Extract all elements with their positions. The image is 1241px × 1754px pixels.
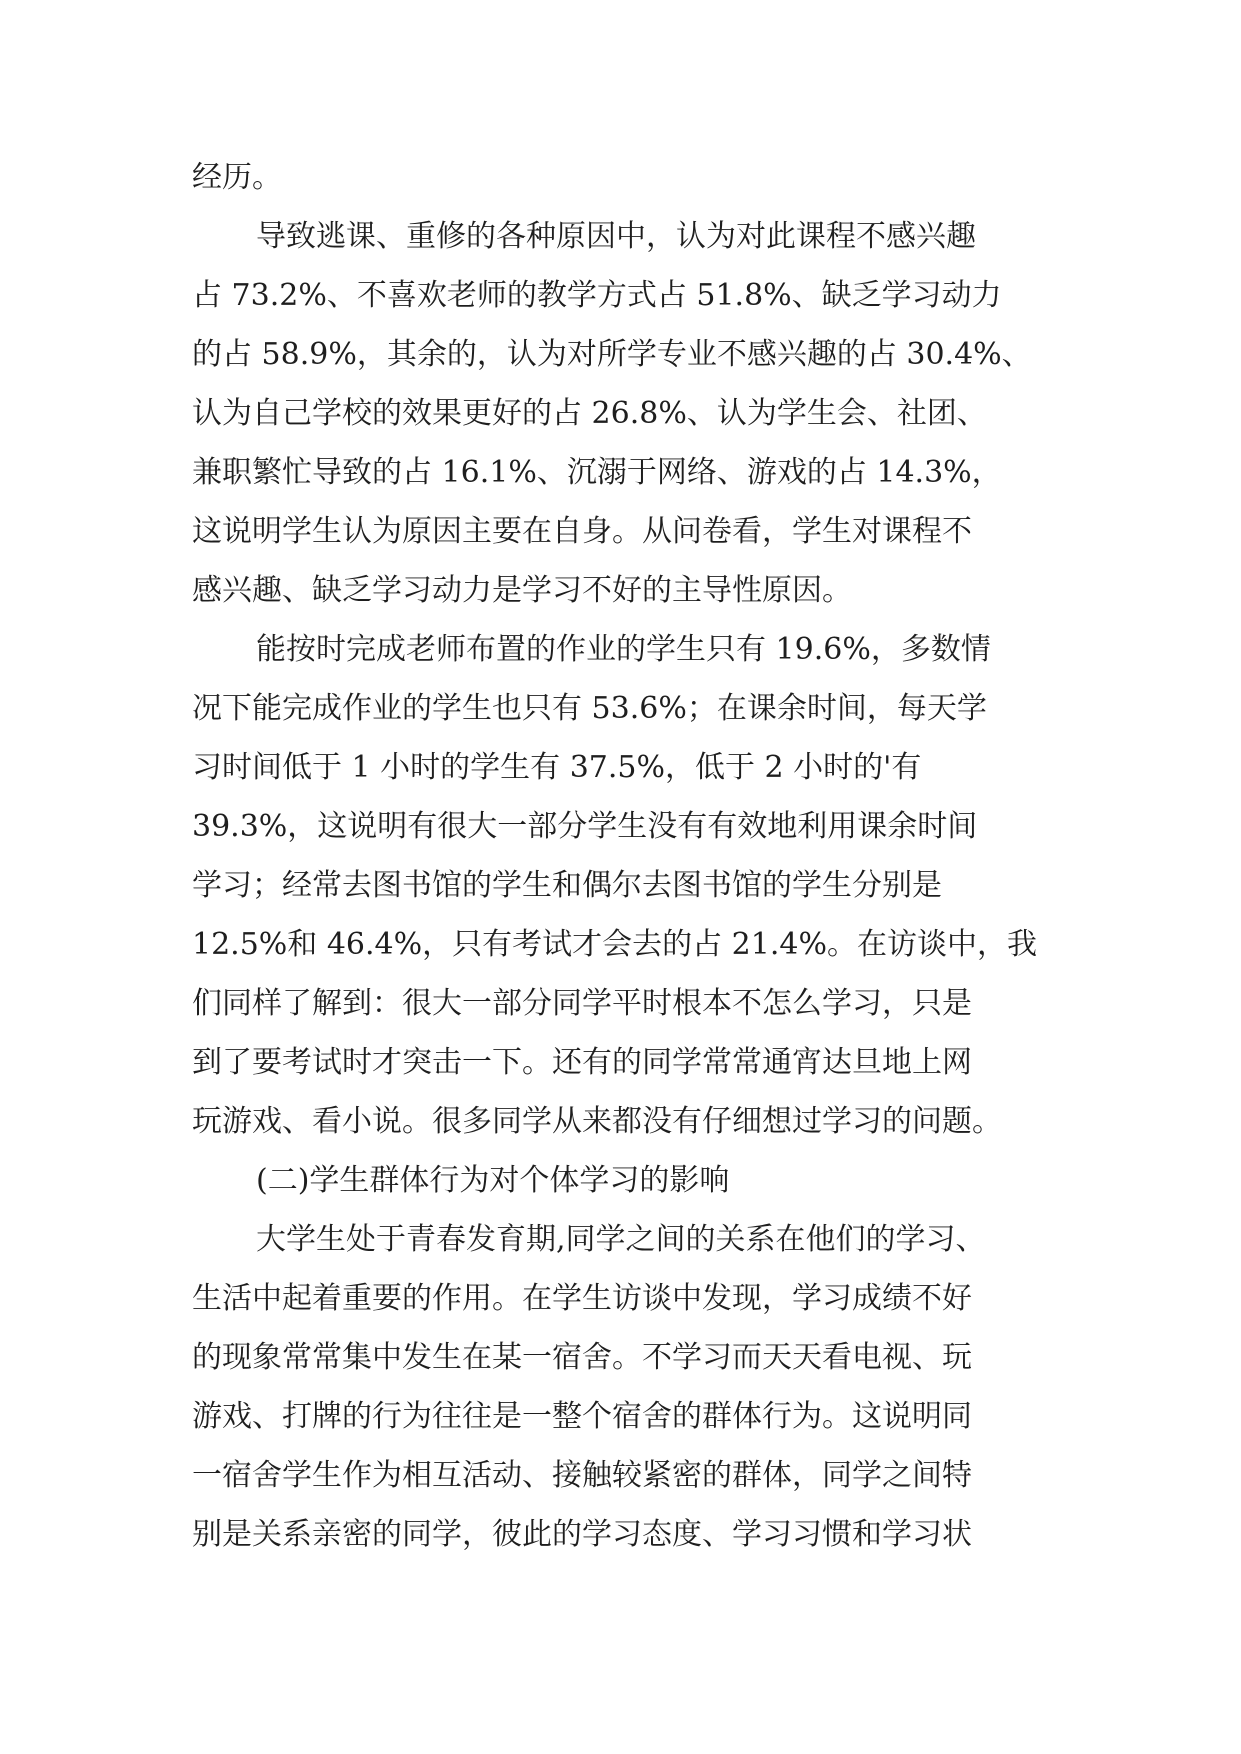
text-line: 认为自己学校的效果更好的占 26.8%、认为学生会、社团、: [192, 396, 987, 431]
text-line: 别是关系亲密的同学，彼此的学习态度、学习习惯和学习状: [192, 1517, 972, 1552]
text-line: 习时间低于 1 小时的学生有 37.5%，低于 2 小时的'有: [192, 750, 922, 785]
text-line: 的占 58.9%，其余的，认为对所学专业不感兴趣的占 30.4%、: [192, 337, 1032, 372]
text-line: 学习；经常去图书馆的学生和偶尔去图书馆的学生分别是: [192, 868, 942, 903]
text-line: 兼职繁忙导致的占 16.1%、沉溺于网络、游戏的占 14.3%，: [192, 455, 1002, 490]
text-line: 39.3%，这说明有很大一部分学生没有有效地利用课余时间: [192, 809, 978, 844]
text-line: 感兴趣、缺乏学习动力是学习不好的主导性原因。: [192, 573, 852, 608]
paragraph-start-line: 能按时完成老师布置的作业的学生只有 19.6%，多数情: [256, 632, 991, 667]
text-line: 12.5%和 46.4%，只有考试才会去的占 21.4%。在访谈中，我: [192, 927, 1037, 962]
section-heading: (二)学生群体行为对个体学习的影响: [256, 1163, 730, 1198]
paragraph-start-line: 大学生处于青春发育期,同学之间的关系在他们的学习、: [256, 1222, 986, 1257]
text-line: 到了要考试时才突击一下。还有的同学常常通宵达旦地上网: [192, 1045, 972, 1080]
text-line: 生活中起着重要的作用。在学生访谈中发现，学习成绩不好: [192, 1281, 972, 1316]
text-line: 游戏、打牌的行为往往是一整个宿舍的群体行为。这说明同: [192, 1399, 972, 1434]
text-line: 一宿舍学生作为相互活动、接触较紧密的群体，同学之间特: [192, 1458, 972, 1493]
text-line: 这说明学生认为原因主要在自身。从问卷看，学生对课程不: [192, 514, 972, 549]
text-line: 况下能完成作业的学生也只有 53.6%；在课余时间，每天学: [192, 691, 987, 726]
text-line: 们同样了解到：很大一部分同学平时根本不怎么学习，只是: [192, 986, 972, 1021]
text-line: 经历。: [192, 160, 282, 195]
text-line: 的现象常常集中发生在某一宿舍。不学习而天天看电视、玩: [192, 1340, 972, 1375]
text-line: 占 73.2%、不喜欢老师的教学方式占 51.8%、缺乏学习动力: [192, 278, 1002, 313]
paragraph-start-line: 导致逃课、重修的各种原因中，认为对此课程不感兴趣: [256, 219, 976, 254]
text-line: 玩游戏、看小说。很多同学从来都没有仔细想过学习的问题。: [192, 1104, 1002, 1139]
